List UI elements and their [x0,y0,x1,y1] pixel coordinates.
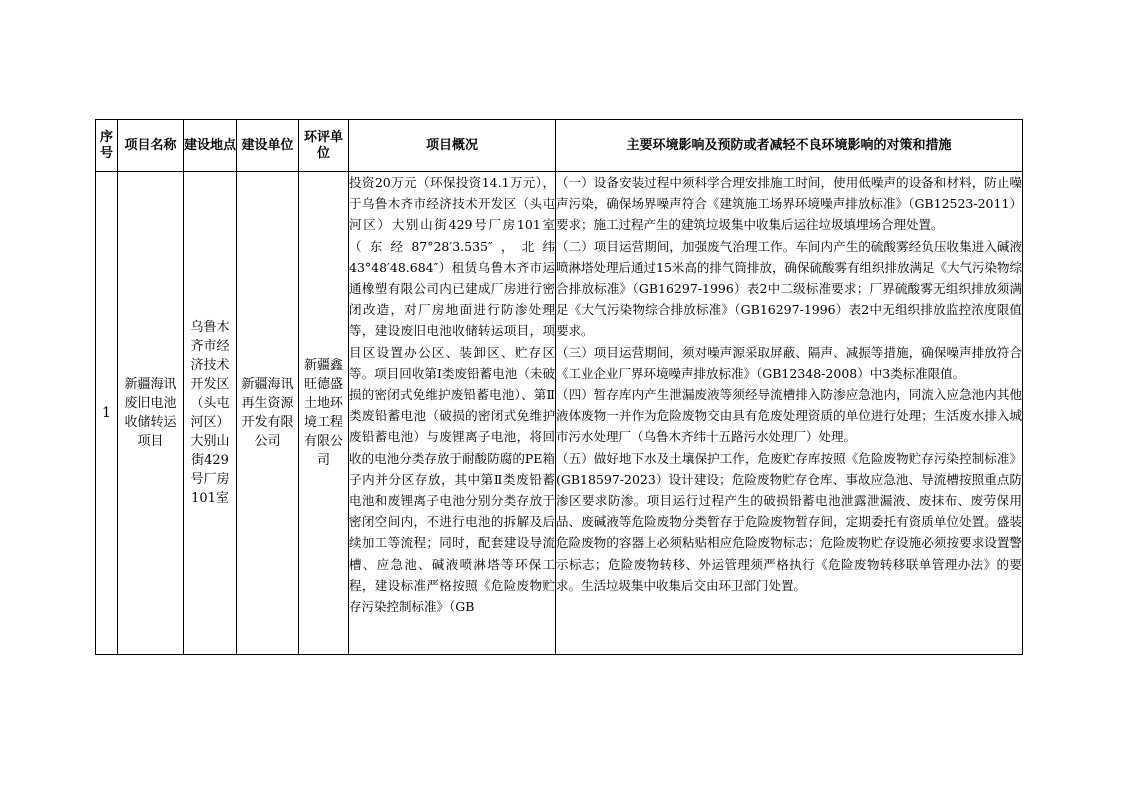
project-table [95,119,1023,655]
header-location: 建设地点 [184,120,237,172]
measure-item-3: （三）项目运营期间，须对噪声源采取屏蔽、隔声、减振等措施，确保噪声排放符合《工业企业厂界环境噪声排放标准》（GB12348-2008）中3类标准限值。 [556,344,1022,381]
overview-text: 投资20万元（环保投资14.1万元），于乌鲁木齐市经济技术开发区（头屯河区）大别山街429号厂房101室（东经87°28′3.535″，北纬43°48′48.684″）租赁乌鲁木齐市运通橡塑有限公司内已建成厂房进行密闭改造，对厂房地面进行防渗处理等，建设废旧电池收储转运项目，项目区设置办公区、装卸区、贮存区等。项目回收第Ⅰ类废铅蓄电池（未破损的密闭式免维护废铅蓄电池）、第Ⅱ类废铅蓄电池（破损的密闭式免维护废铅蓄电池）与废锂离子电池，将回收的电池分类存放于耐酸防腐的PE箱子内并分区存放，其中第Ⅱ类废铅蓄电池和废锂离子电池分别分类存放于密闭空间内，不进行电池的拆解及后续加工等流程；同时，配套建设导流槽、应急池、碱液喷淋塔等环保工程，建设标准严格按照《危险废物贮存污染控制标准》（GB [349,175,555,615]
header-measures: 主要环境影响及预防或者减轻不良环境影响的对策和措施 [556,120,1023,172]
measure-item-1: （一）设备安装过程中须科学合理安排施工时间，使用低噪声的设备和材料，防止噪声污染，确保场界噪声符合《建筑施工场界环境噪声排放标准》（GB12523-2011）要求；施工过程产生的建筑垃圾集中收集后运往垃圾填埋场合理处置。 [556,175,1022,233]
row-measures [556,172,1023,655]
row-eia-unit: 新疆鑫旺德盛土地环境工程有限公司 [299,172,349,655]
row-overview [349,172,556,655]
header-overview: 项目概况 [349,120,556,172]
row-index: 1 [96,172,118,655]
measure-item-2: （二）项目运营期间，加强废气治理工作。车间内产生的硫酸雾经负压收集进入碱液喷淋塔处理后通过15米高的排气筒排放，确保硫酸雾有组织排放满足《大气污染物综合排放标准》（GB16297-1996）表2中二级标准要求；厂界硫酸雾无组织排放须满足《大气污染物综合排放标准》（GB16297-1996）表2中无组织排放监控浓度限值要求。 [556,238,1022,339]
header-index: 序号 [96,120,118,172]
row-builder: 新疆海讯再生资源开发有限公司 [237,172,299,655]
row-project-name: 新疆海讯废旧电池收储转运项目 [118,172,184,655]
header-builder: 建设单位 [237,120,299,172]
measure-item-4: （四）暂存库内产生泄漏废液等须经导流槽排入防渗应急池内，同流入应急池内其他液体废物一并作为危险废物交由具有危废处理资质的单位进行处理；生活废水排入城市污水处理厂（乌鲁木齐纬十五路污水处理厂）处理。 [556,387,1022,445]
header-eia-unit: 环评单位 [299,120,349,172]
measure-item-5: （五）做好地下水及土壤保护工作，危废贮存库按照《危险废物贮存污染控制标准》(GB18597-2023）设计建设；危险废物贮存仓库、事故应急池、导流槽按照重点防渗区要求防渗。项目运行过程产生的破损铅蓄电池泄露泄漏液、废抹布、废劳保用品、废碱液等危险废物分类暂存于危险废物暂存间，定期委托有资质单位处置。盛装危险废物的容器上必须粘贴相应危险废物标志；危险废物贮存设施必须按要求设置警示标志；危险废物转移、外运管理须严格执行《危险废物转移联单管理办法》的要求。生活垃圾集中收集后交由环卫部门处置。 [556,450,1022,593]
header-project-name: 项目名称 [118,120,184,172]
measures-list [556,172,1022,652]
table-header-row [96,120,1023,172]
table-row [96,172,1023,655]
row-location: 乌鲁木齐市经济技术开发区（头屯河区）大别山街429号厂房101室 [184,172,237,655]
